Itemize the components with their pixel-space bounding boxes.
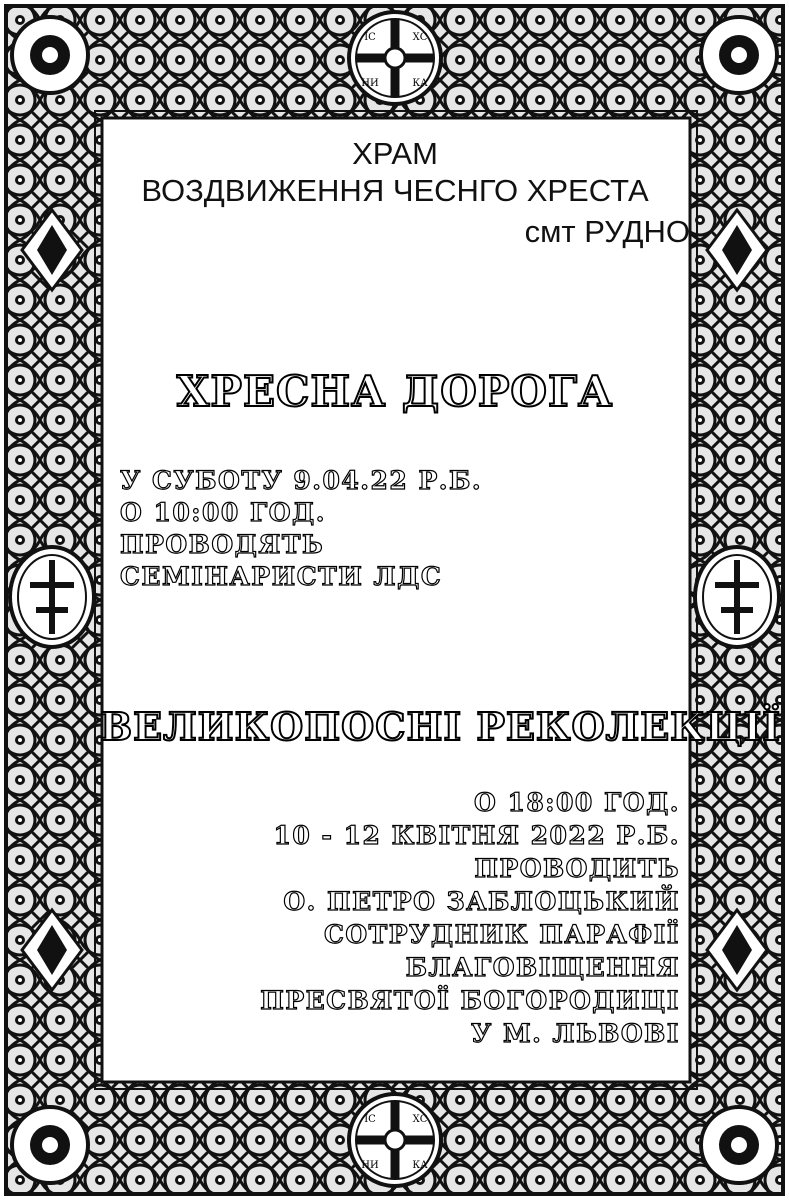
medallion-letters-xc: ХС — [412, 32, 428, 43]
event2-line: ПРОВОДИТЬ — [474, 854, 680, 883]
header-line-1: ХРАМ — [352, 136, 438, 171]
event2-line: О 18:00 ГОД. — [474, 788, 680, 817]
event2-line: О. ПЕТРО ЗАБЛОЦЬКИЙ — [283, 887, 680, 916]
cross-medallion-left — [10, 547, 94, 647]
corner-ornament-br — [701, 1107, 777, 1183]
corner-ornament-bl — [12, 1107, 88, 1183]
event1-line: ПРОВОДЯТЬ — [120, 530, 325, 559]
event2-title: ВЕЛИКОПОСНІ РЕКОЛЕКЦІЇ — [100, 704, 782, 749]
cross-medallion-top — [349, 12, 441, 104]
header-line-2: ВОЗДВИЖЕННЯ ЧЕСНГО ХРЕСТА — [141, 173, 649, 208]
event1-line: О 10:00 ГОД. — [120, 498, 326, 527]
header-line-3: смт РУДНО — [524, 214, 690, 249]
event1-line: СЕМІНАРИСТИ ЛДС — [120, 562, 443, 591]
medallion-letters-ic: ІС — [364, 32, 376, 43]
event2-line: 10 - 12 КВІТНЯ 2022 Р.Б. — [273, 821, 680, 850]
medallion-letters-ka: КА — [412, 78, 428, 89]
event2-line: СОТРУДНИК ПАРАФІЇ — [323, 920, 680, 949]
event2-line: У М. ЛЬВОВІ — [470, 1019, 680, 1048]
corner-ornament-tr — [701, 17, 777, 93]
corner-ornament-tl — [12, 17, 88, 93]
medallion-letters-ni: НИ — [361, 78, 379, 89]
event2-line: БЛАГОВІЩЕННЯ — [405, 953, 680, 982]
poster-content — [100, 120, 782, 1075]
event1-line: У СУБОТУ 9.04.22 Р.Б. — [120, 466, 483, 495]
event1-title: ХРЕСНА ДОРОГА — [176, 367, 614, 416]
cross-medallion-right — [695, 547, 779, 647]
medallion-letters-xc: ХС — [412, 1114, 428, 1125]
medallion-letters-ic: ІС — [364, 1114, 376, 1125]
event2-line: ПРЕСВЯТОЇ БОГОРОДИЦІ — [260, 986, 680, 1015]
cross-medallion-bottom — [349, 1094, 441, 1186]
medallion-letters-ni: НИ — [361, 1160, 379, 1171]
medallion-letters-ka: КА — [412, 1160, 428, 1171]
